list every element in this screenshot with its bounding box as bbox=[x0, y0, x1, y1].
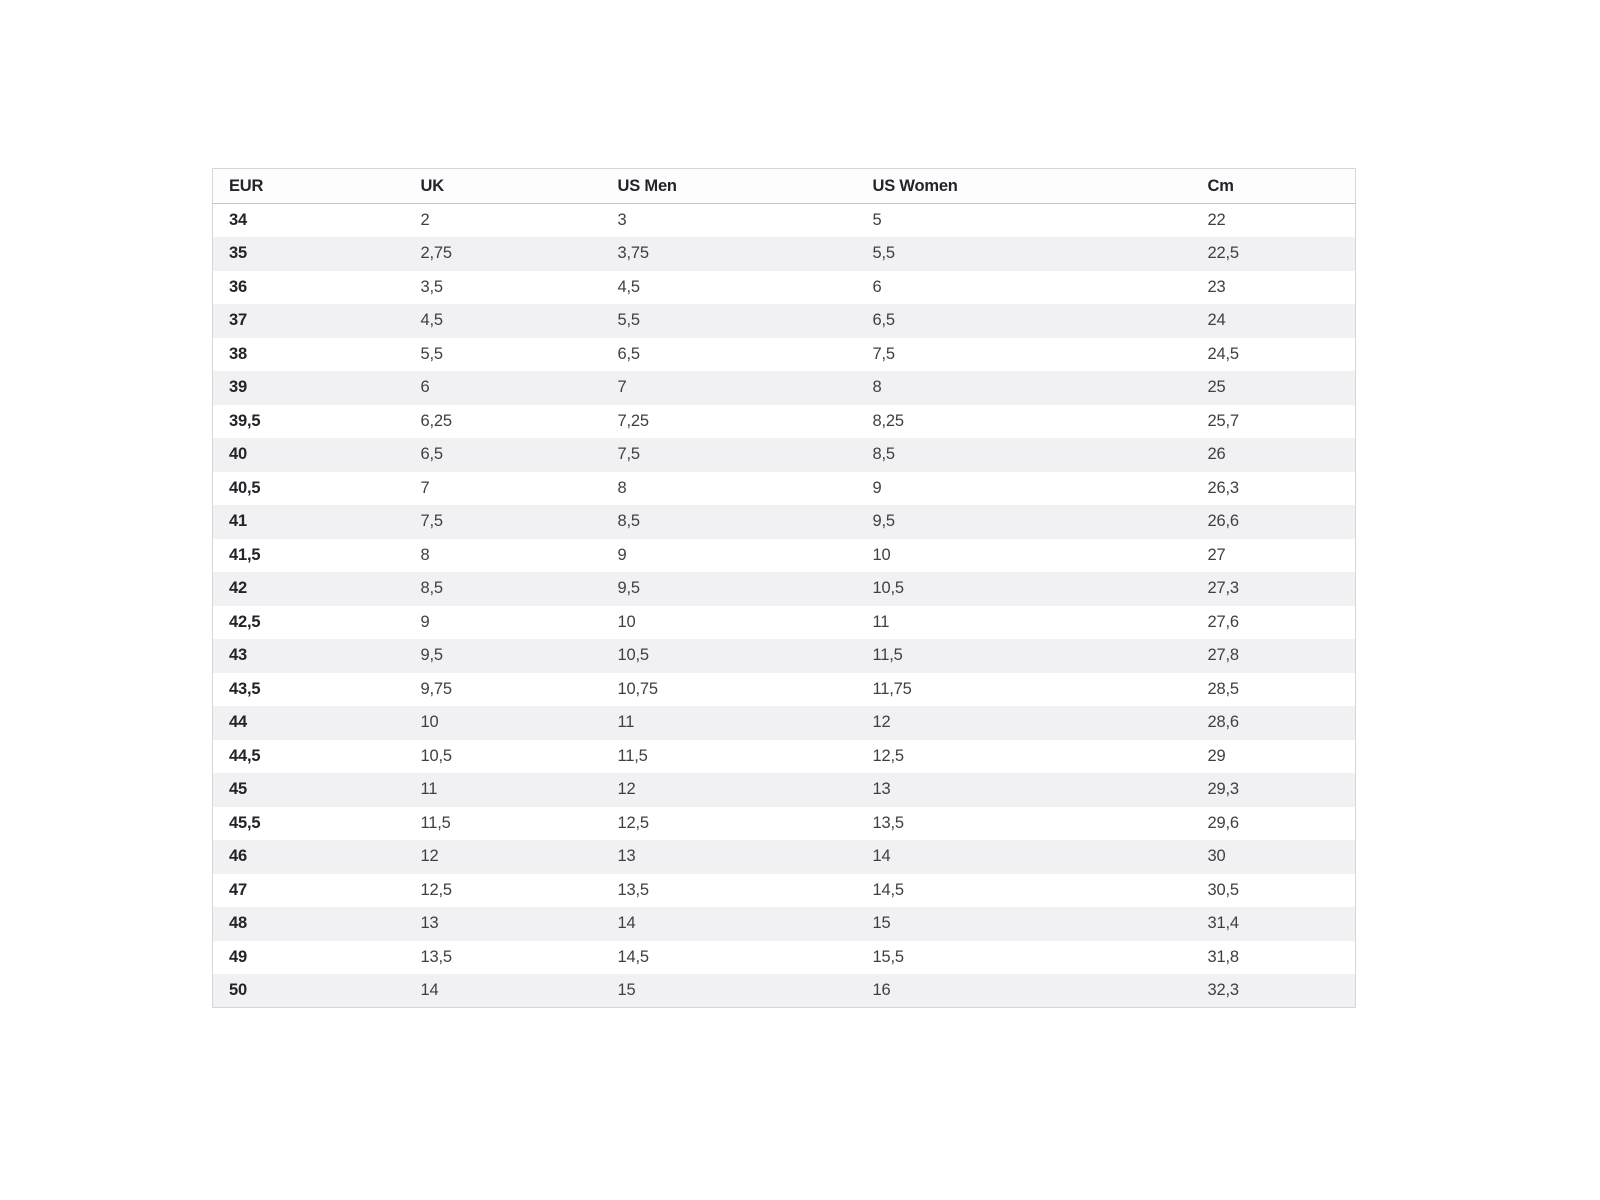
cell-uk: 12,5 bbox=[420, 880, 452, 899]
cell-us-men: 7,5 bbox=[617, 445, 640, 464]
cell-us-women: 13 bbox=[872, 780, 891, 799]
table-row bbox=[213, 237, 1356, 271]
cell-uk: 3,5 bbox=[420, 277, 443, 296]
cell-us-women: 16 bbox=[872, 981, 891, 999]
cell-us-men: 12 bbox=[617, 780, 636, 799]
cell-us-men: 13,5 bbox=[617, 880, 649, 899]
cell-cm: 29,3 bbox=[1207, 780, 1239, 799]
cell-us-women: 5 bbox=[872, 211, 882, 229]
cell-cm: 30,5 bbox=[1207, 880, 1239, 899]
cell-us-women: 9,5 bbox=[872, 512, 895, 531]
cell-us-men: 8,5 bbox=[617, 512, 640, 531]
column-header-eur: EUR bbox=[213, 169, 405, 204]
cell-uk: 8 bbox=[420, 545, 430, 564]
cell-us-women: 11,5 bbox=[872, 646, 903, 665]
cell-eur: 45,5 bbox=[229, 813, 261, 832]
cell-us-men: 5,5 bbox=[617, 311, 640, 330]
cell-us-men: 14 bbox=[617, 914, 636, 933]
table-row bbox=[213, 539, 1356, 573]
cell-cm: 30 bbox=[1207, 847, 1226, 866]
cell-us-men: 7,25 bbox=[617, 411, 649, 430]
cell-eur: 40,5 bbox=[229, 478, 261, 497]
cell-cm: 28,5 bbox=[1207, 679, 1239, 698]
cell-uk: 5,5 bbox=[420, 344, 443, 363]
cell-uk: 14 bbox=[420, 981, 439, 999]
cell-eur: 46 bbox=[229, 847, 247, 866]
table-row bbox=[213, 807, 1356, 841]
cell-eur: 36 bbox=[229, 277, 247, 296]
table-row bbox=[213, 773, 1356, 807]
cell-cm: 26,3 bbox=[1207, 478, 1239, 497]
cell-us-women: 12 bbox=[872, 713, 891, 732]
column-header-cm: Cm bbox=[1192, 169, 1356, 204]
cell-cm: 25 bbox=[1207, 378, 1226, 397]
table-row bbox=[213, 874, 1356, 908]
cell-uk: 10,5 bbox=[420, 746, 452, 765]
cell-us-men: 9 bbox=[617, 545, 627, 564]
cell-us-men: 14,5 bbox=[617, 947, 649, 966]
cell-eur: 45 bbox=[229, 780, 247, 799]
cell-uk: 6,25 bbox=[420, 411, 452, 430]
table-row bbox=[213, 907, 1356, 941]
cell-us-women: 6,5 bbox=[872, 311, 895, 330]
size-table-body bbox=[213, 204, 1356, 1008]
cell-eur: 42,5 bbox=[229, 612, 261, 631]
table-row bbox=[213, 639, 1356, 673]
cell-us-women: 9 bbox=[872, 478, 882, 497]
table-row bbox=[213, 572, 1356, 606]
cell-uk: 6,5 bbox=[420, 445, 443, 464]
cell-us-men: 4,5 bbox=[617, 277, 640, 296]
column-header-us-men: US Men bbox=[602, 169, 857, 204]
cell-us-women: 6 bbox=[872, 277, 882, 296]
table-row bbox=[213, 606, 1356, 640]
cell-us-men: 9,5 bbox=[617, 579, 640, 598]
cell-us-men: 11,5 bbox=[617, 746, 648, 765]
cell-us-men: 10,75 bbox=[617, 679, 658, 698]
cell-us-men: 11 bbox=[617, 713, 635, 732]
cell-uk: 2 bbox=[420, 211, 430, 229]
cell-us-women: 14 bbox=[872, 847, 891, 866]
cell-uk: 13,5 bbox=[420, 947, 452, 966]
cell-cm: 26,6 bbox=[1207, 512, 1239, 531]
cell-cm: 22 bbox=[1207, 211, 1226, 229]
cell-us-men: 13 bbox=[617, 847, 636, 866]
cell-uk: 9,5 bbox=[420, 646, 443, 665]
cell-us-men: 10,5 bbox=[617, 646, 649, 665]
cell-eur: 34 bbox=[229, 211, 247, 229]
cell-us-women: 8,25 bbox=[872, 411, 904, 430]
cell-uk: 4,5 bbox=[420, 311, 443, 330]
column-header-us-women: US Women bbox=[857, 169, 1192, 204]
cell-eur: 49 bbox=[229, 947, 247, 966]
cell-us-women: 7,5 bbox=[872, 344, 895, 363]
cell-uk: 7 bbox=[420, 478, 430, 497]
table-row bbox=[213, 405, 1356, 439]
cell-uk: 12 bbox=[420, 847, 439, 866]
cell-cm: 26 bbox=[1207, 445, 1226, 464]
size-chart-table bbox=[212, 168, 1356, 1008]
cell-cm: 27 bbox=[1207, 545, 1226, 564]
cell-us-men: 8 bbox=[617, 478, 627, 497]
cell-uk: 7,5 bbox=[420, 512, 443, 531]
cell-cm: 22,5 bbox=[1207, 244, 1239, 263]
cell-cm: 29 bbox=[1207, 746, 1226, 765]
cell-cm: 29,6 bbox=[1207, 813, 1239, 832]
cell-eur: 38 bbox=[229, 344, 247, 363]
cell-eur: 47 bbox=[229, 880, 247, 899]
cell-uk: 13 bbox=[420, 914, 439, 933]
table-row bbox=[213, 371, 1356, 405]
cell-cm: 25,7 bbox=[1207, 411, 1239, 430]
cell-eur: 43,5 bbox=[229, 679, 261, 698]
cell-us-women: 11 bbox=[872, 612, 890, 631]
cell-us-men: 6,5 bbox=[617, 344, 640, 363]
cell-us-women: 5,5 bbox=[872, 244, 895, 263]
cell-us-women: 14,5 bbox=[872, 880, 904, 899]
cell-us-women: 15,5 bbox=[872, 947, 904, 966]
cell-uk: 2,75 bbox=[420, 244, 452, 263]
cell-eur: 42 bbox=[229, 579, 247, 598]
cell-cm: 32,3 bbox=[1207, 981, 1239, 999]
cell-eur: 43 bbox=[229, 646, 247, 665]
cell-uk: 10 bbox=[420, 713, 439, 732]
cell-us-women: 10 bbox=[872, 545, 891, 564]
cell-us-women: 8 bbox=[872, 378, 882, 397]
table-row bbox=[213, 338, 1356, 372]
table-row bbox=[213, 271, 1356, 305]
table-row bbox=[213, 740, 1356, 774]
cell-eur: 41 bbox=[229, 512, 247, 531]
table-row bbox=[213, 204, 1356, 238]
table-row bbox=[213, 304, 1356, 338]
cell-us-women: 15 bbox=[872, 914, 891, 933]
cell-uk: 6 bbox=[420, 378, 430, 397]
cell-eur: 40 bbox=[229, 445, 247, 464]
cell-eur: 48 bbox=[229, 914, 247, 933]
cell-us-women: 13,5 bbox=[872, 813, 904, 832]
cell-cm: 23 bbox=[1207, 277, 1226, 296]
table-row bbox=[213, 673, 1356, 707]
cell-cm: 27,8 bbox=[1207, 646, 1239, 665]
cell-eur: 39 bbox=[229, 378, 247, 397]
cell-uk: 8,5 bbox=[420, 579, 443, 598]
column-header-uk: UK bbox=[405, 169, 602, 204]
cell-cm: 28,6 bbox=[1207, 713, 1239, 732]
cell-eur: 39,5 bbox=[229, 411, 261, 430]
table-row bbox=[213, 974, 1356, 1008]
cell-uk: 9 bbox=[420, 612, 430, 631]
cell-cm: 31,8 bbox=[1207, 947, 1239, 966]
table-header-row bbox=[213, 169, 1356, 204]
table-row bbox=[213, 438, 1356, 472]
table-row bbox=[213, 505, 1356, 539]
table-row bbox=[213, 840, 1356, 874]
cell-eur: 37 bbox=[229, 311, 247, 330]
cell-us-men: 15 bbox=[617, 981, 636, 999]
cell-us-women: 12,5 bbox=[872, 746, 904, 765]
cell-us-women: 10,5 bbox=[872, 579, 904, 598]
cell-us-women: 11,75 bbox=[872, 679, 912, 698]
table-row bbox=[213, 941, 1356, 975]
cell-us-men: 12,5 bbox=[617, 813, 649, 832]
cell-us-men: 3 bbox=[617, 211, 627, 229]
cell-uk: 11 bbox=[420, 780, 438, 799]
cell-us-men: 10 bbox=[617, 612, 636, 631]
cell-cm: 27,6 bbox=[1207, 612, 1239, 631]
cell-eur: 44 bbox=[229, 713, 247, 732]
cell-cm: 24,5 bbox=[1207, 344, 1239, 363]
cell-cm: 24 bbox=[1207, 311, 1226, 330]
cell-cm: 27,3 bbox=[1207, 579, 1239, 598]
cell-us-women: 8,5 bbox=[872, 445, 895, 464]
cell-eur: 41,5 bbox=[229, 545, 261, 564]
cell-eur: 50 bbox=[229, 981, 247, 999]
cell-eur: 35 bbox=[229, 244, 247, 263]
cell-uk: 9,75 bbox=[420, 679, 452, 698]
cell-eur: 44,5 bbox=[229, 746, 261, 765]
cell-us-men: 3,75 bbox=[617, 244, 649, 263]
cell-cm: 31,4 bbox=[1207, 914, 1239, 933]
size-chart bbox=[212, 168, 1355, 1008]
cell-uk: 11,5 bbox=[420, 813, 451, 832]
table-row bbox=[213, 706, 1356, 740]
cell-us-men: 7 bbox=[617, 378, 627, 397]
table-row bbox=[213, 472, 1356, 506]
